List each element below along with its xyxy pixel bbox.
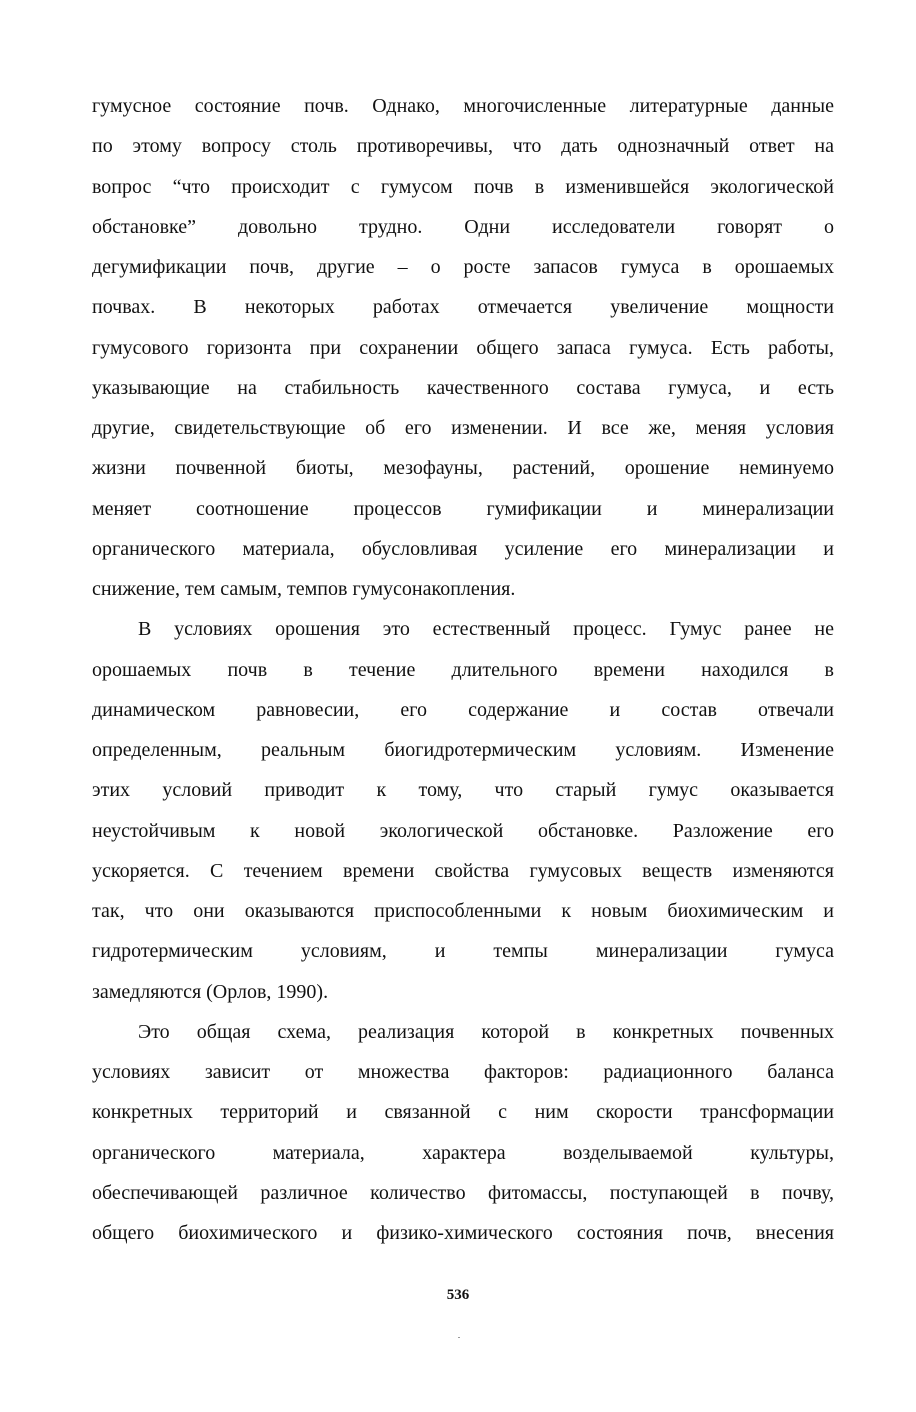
- text-line: указывающие на стабильность качественного состава гумуса, и есть: [92, 376, 834, 399]
- scan-speck: [458, 1337, 460, 1338]
- page-number: 536: [446, 1287, 470, 1303]
- text-line: органического материала, обусловливая усиление его минерализации и: [92, 537, 834, 560]
- text-line: жизни почвенной биоты, мезофауны, растений, орошение неминуемо: [92, 457, 834, 480]
- text-line: по этому вопросу столь противоречивы, что дать однозначный ответ на: [92, 135, 834, 158]
- paragraph-1: [92, 86, 834, 609]
- text-line: орошаемых почв в течение длительного времени находился в: [92, 658, 834, 681]
- text-line: гидротермическим условиям, и темпы минерализации гумуса: [92, 940, 834, 963]
- text-line: условиях зависит от множества факторов: радиационного баланса: [92, 1061, 834, 1083]
- text-line: органического материала, характера возделываемой культуры,: [92, 1141, 834, 1164]
- text-line: этих условий приводит к тому, что старый гумус оказывается: [92, 779, 834, 802]
- text-line: общего биохимического и физико-химического состояния почв, внесения: [92, 1222, 834, 1244]
- text-line: гумусное состояние почв. Однако, многочисленные литературные данные: [92, 95, 834, 117]
- paragraph-3: [92, 1012, 834, 1254]
- text-line: Это общая схема, реализация которой в конкретных почвенных: [138, 1020, 834, 1043]
- text-line: обстановке” довольно трудно. Одни исследователи говорят о: [92, 215, 834, 238]
- text-line: вопрос “что происходит с гумусом почв в изменившейся экологической: [92, 175, 834, 198]
- paragraph-2: [92, 609, 834, 1012]
- text-line: динамическом равновесии, его содержание и состав отвечали: [92, 698, 834, 721]
- text-line: так, что они оказываются приспособленными к новым биохимическим и: [92, 900, 834, 922]
- text-line: В условиях орошения это естественный процесс. Гумус ранее не: [138, 618, 834, 641]
- text-line: неустойчивым к новой экологической обстановке. Разложение его: [92, 819, 834, 842]
- body-text: [92, 86, 834, 1253]
- text-line: почвах. В некоторых работах отмечается увеличение мощности: [92, 296, 834, 319]
- text-line: конкретных территорий и связанной с ним скорости трансформации: [92, 1101, 834, 1124]
- text-line: определенным, реальным биогидротермическим условиям. Изменение: [92, 739, 834, 761]
- text-line: дегумификации почв, другие – о росте запасов гумуса в орошаемых: [92, 256, 834, 278]
- text-line: замедляются (Орлов, 1990).: [92, 980, 329, 1003]
- text-line: снижение, тем самым, темпов гумусонакопления.: [92, 578, 516, 600]
- text-line: ускоряется. С течением времени свойства гумусовых веществ изменяются: [92, 859, 834, 882]
- text-line: другие, свидетельствующие об его изменении. И все же, меняя условия: [92, 417, 834, 439]
- text-line: обеспечивающей различное количество фитомассы, поступающей в почву,: [92, 1181, 834, 1204]
- text-line: меняет соотношение процессов гумификации и минерализации: [92, 497, 834, 520]
- text-line: гумусового горизонта при сохранении общего запаса гумуса. Есть работы,: [92, 336, 834, 359]
